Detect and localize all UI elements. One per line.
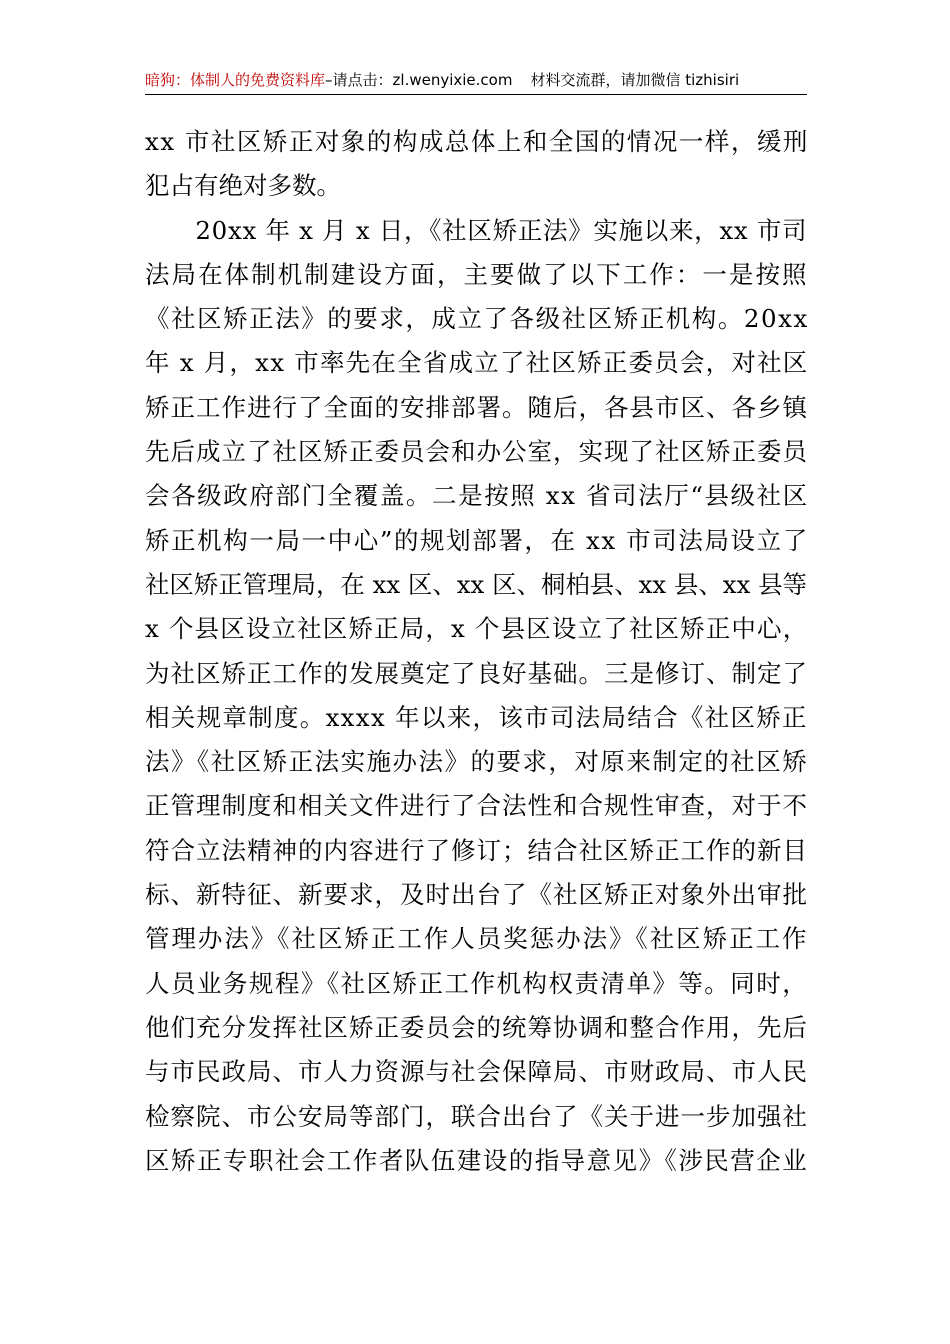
header-url-link[interactable]: zl.wenyixie.com: [392, 71, 513, 89]
text-line: 人员业务规程》《社区矫正工作机构权责清单》等。同时，: [145, 968, 809, 998]
text-line: 区矫正专职社会工作者队伍建设的指导意见》《涉民营企业: [145, 1145, 809, 1175]
text-line: x 个县区设立社区矫正局，x 个县区设立了社区矫正中心，: [145, 614, 809, 644]
text-line: 先后成立了社区矫正委员会和办公室，实现了社区矫正委员: [145, 437, 808, 467]
header-brand: 暗狗：体制人的免费资料库: [145, 71, 326, 89]
header-wechat-note: 材料交流群，请加微信 tizhisiri: [530, 71, 740, 89]
text-line: 相关规章制度。xxxx 年以来，该市司法局结合《社区矫正: [145, 702, 808, 732]
text-line: 法》《社区矫正法实施办法》的要求，对原来制定的社区矫: [145, 747, 809, 777]
header-link-prefix: –请点击：: [325, 71, 393, 89]
text-line: 为社区矫正工作的发展奠定了良好基础。三是修订、制定了: [145, 658, 808, 688]
text-line: xx 市社区矫正对象的构成总体上和全国的情况一样，缓刑: [145, 127, 809, 156]
text-line: 年 x 月，xx 市率先在全省成立了社区矫正委员会，对社区: [145, 348, 809, 378]
text-line: 正管理制度和相关文件进行了合法性和合规性审查，对于不: [145, 791, 808, 821]
text-line: 矫正工作进行了全面的安排部署。随后，各县市区、各乡镇: [145, 392, 808, 422]
text-line: 符合立法精神的内容进行了修订；结合社区矫正工作的新目: [145, 835, 808, 865]
text-line: 20xx 年 x 月 x 日，《社区矫正法》实施以来，xx 市司: [145, 215, 808, 245]
text-line: 社区矫正管理局，在 xx 区、xx 区、桐柏县、xx 县、xx 县等: [145, 569, 807, 599]
text-line: 犯占有绝对多数。: [145, 171, 341, 201]
text-line: 他们充分发挥社区矫正委员会的统筹协调和整合作用，先后: [145, 1012, 808, 1042]
text-line: 《社区矫正法》的要求，成立了各级社区矫正机构。20xx: [145, 304, 809, 334]
document-body: [145, 120, 807, 1183]
text-line: 检察院、市公安局等部门，联合出台了《关于进一步加强社: [145, 1101, 808, 1131]
text-line: 法局在体制机制建设方面，主要做了以下工作：一是按照: [145, 259, 809, 289]
text-line: 管理办法》《社区矫正工作人员奖惩办法》《社区矫正工作: [145, 924, 809, 954]
page-header: [145, 66, 807, 95]
text-line: 矫正机构一局一中心”的规划部署，在 xx 市司法局设立了: [145, 525, 809, 555]
text-line: 与市民政局、市人力资源与社会保障局、市财政局、市人民: [145, 1057, 808, 1087]
text-line: 会各级政府部门全覆盖。二是按照 xx 省司法厅“县级社区: [145, 481, 809, 511]
text-line: 标、新特征、新要求，及时出台了《社区矫正对象外出审批: [145, 880, 808, 910]
